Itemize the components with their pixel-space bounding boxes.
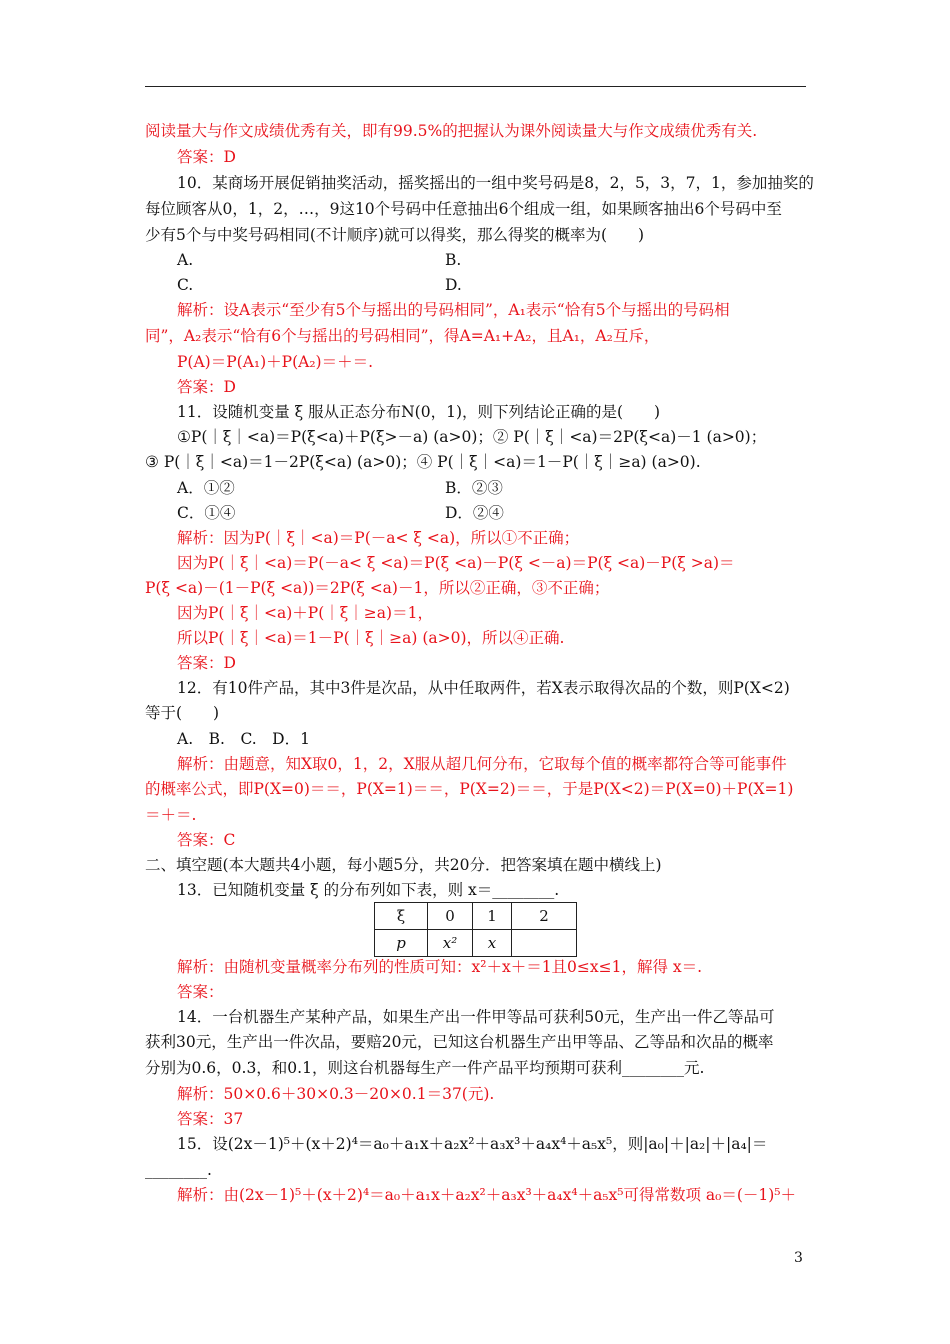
text-line: 等于( ): [145, 704, 220, 722]
text-line: ________.: [145, 1161, 212, 1179]
answer-line: 答案：D: [177, 378, 236, 396]
table-cell: 0: [428, 903, 473, 930]
table-cell: p: [375, 930, 428, 957]
options-line: A. B. C. D．1: [177, 730, 310, 748]
solution-line: 同”，A₂表示“恰有6个与摇出的号码相同”，得A=A₁+A₂，且A₁，A₂互斥，: [145, 327, 660, 345]
option-c: C．①④: [177, 504, 236, 522]
table-cell: 1: [473, 903, 512, 930]
page-number: 3: [794, 1250, 803, 1266]
option-b: B.: [445, 251, 462, 269]
table-row: [375, 930, 577, 957]
table-cell: [512, 930, 577, 957]
table-cell: x: [473, 930, 512, 957]
text-line: 分别为0.6，0.3，和0.1，则这台机器每生产一件产品平均预期可获利________元.: [145, 1059, 705, 1077]
solution-line: 解析：由(2x－1)⁵＋(x＋2)⁴＝a₀＋a₁x＋a₂x²＋a₃x³＋a₄x⁴＋a₅x⁵可得常数项 a₀＝(－1)⁵＋: [177, 1186, 797, 1204]
text-line: 每位顾客从0，1，2，…，9这10个号码中任意抽出6个组成一组，如果顾客抽出6个号码中至: [145, 200, 782, 218]
answer-line: 答案：C: [177, 831, 236, 849]
solution-line: P(A)＝P(A₁)＋P(A₂)＝＋＝.: [177, 353, 374, 371]
question-14: 14．一台机器生产某种产品，如果生产出一件甲等品可获利50元，生产出一件乙等品可: [177, 1008, 775, 1026]
text-line: 阅读量大与作文成绩优秀有关，即有99.5%的把握认为课外阅读量大与作文成绩优秀有关.: [145, 122, 758, 140]
text-line: ③ P(｜ξ｜<a)＝1－2P(ξ<a) (a>0)；④ P(｜ξ｜<a)＝1－P(｜ξ｜≥a) (a>0).: [145, 453, 701, 471]
table-cell: x²: [428, 930, 473, 957]
option-d: D．②④: [445, 504, 504, 522]
solution-line: 解析：由随机变量概率分布列的性质可知：x²＋x＋＝1且0≤x≤1，解得 x＝.: [177, 958, 703, 976]
option-a: A．①②: [177, 479, 235, 497]
question-15: 15．设(2x－1)⁵＋(x＋2)⁴＝a₀＋a₁x＋a₂x²＋a₃x³＋a₄x⁴＋a₅x⁵，则|a₀|＋|a₂|＋|a₄|＝: [177, 1135, 768, 1153]
solution-line: 所以P(｜ξ｜<a)＝1－P(｜ξ｜≥a) (a>0)，所以④正确.: [177, 629, 565, 647]
text-line: 少有5个与中奖号码相同(不计顺序)就可以得奖，那么得奖的概率为( ): [145, 226, 645, 244]
text-line: ①P(｜ξ｜<a)＝P(ξ<a)＋P(ξ>－a) (a>0)；② P(｜ξ｜<a)＝2P(ξ<a)－1 (a>0)；: [177, 428, 767, 446]
header-rule: [145, 86, 806, 87]
question-11: 11．设随机变量 ξ 服从正态分布N(0，1)，则下列结论正确的是( ): [177, 403, 661, 421]
solution-line: 解析：因为P(｜ξ｜<a)＝P(－a< ξ <a)，所以①不正确；: [177, 529, 580, 547]
question-13: 13．已知随机变量 ξ 的分布列如下表，则 x＝________.: [177, 881, 560, 899]
table-cell: 2: [512, 903, 577, 930]
solution-line: 解析：由题意，知X取0，1，2，X服从超几何分布，它取每个值的概率都符合等可能事件: [177, 755, 787, 773]
section-heading: 二、填空题(本大题共4小题，每小题5分，共20分．把答案填在题中横线上): [145, 856, 662, 874]
solution-line: ＝＋＝.: [145, 806, 197, 824]
solution-line: 因为P(｜ξ｜<a)＋P(｜ξ｜≥a)＝1，: [177, 604, 433, 622]
question-12: 12．有10件产品，其中3件是次品，从中任取两件，若X表示取得次品的个数，则P(X<2): [177, 679, 790, 697]
solution-line: P(ξ <a)－(1－P(ξ <a))＝2P(ξ <a)－1，所以②正确，③不正确；: [145, 579, 610, 597]
question-10: 10．某商场开展促销抽奖活动，摇奖摇出的一组中奖号码是8，2，5，3，7，1，参加抽奖的: [177, 174, 814, 192]
solution-line: 解析：50×0.6＋30×0.3－20×0.1＝37(元).: [177, 1085, 495, 1103]
solution-line: 因为P(｜ξ｜<a)＝P(－a< ξ <a)＝P(ξ <a)－P(ξ <－a)＝P(ξ <a)－P(ξ >a)＝: [177, 554, 735, 572]
option-c: C.: [177, 276, 194, 294]
text-line: 获利30元，生产出一件次品，要赔20元，已知这台机器生产出甲等品、乙等品和次品的概率: [145, 1033, 774, 1051]
solution-line: 的概率公式，即P(X=0)＝＝，P(X=1)＝＝，P(X=2)＝＝，于是P(X<2)＝P(X=0)＋P(X=1): [145, 780, 794, 798]
distribution-table: [374, 902, 577, 957]
option-d: D.: [445, 276, 462, 294]
solution-line: 解析：设A表示“至少有5个与摇出的号码相同”，A₁表示“恰有5个与摇出的号码相: [177, 301, 730, 319]
option-b: B．②③: [445, 479, 503, 497]
table-cell: ξ: [375, 903, 428, 930]
answer-line: 答案：D: [177, 148, 236, 166]
table-row: [375, 903, 577, 930]
answer-line: 答案：D: [177, 654, 236, 672]
answer-line: 答案：: [177, 983, 224, 1001]
answer-line: 答案：37: [177, 1110, 244, 1128]
option-a: A.: [177, 251, 194, 269]
